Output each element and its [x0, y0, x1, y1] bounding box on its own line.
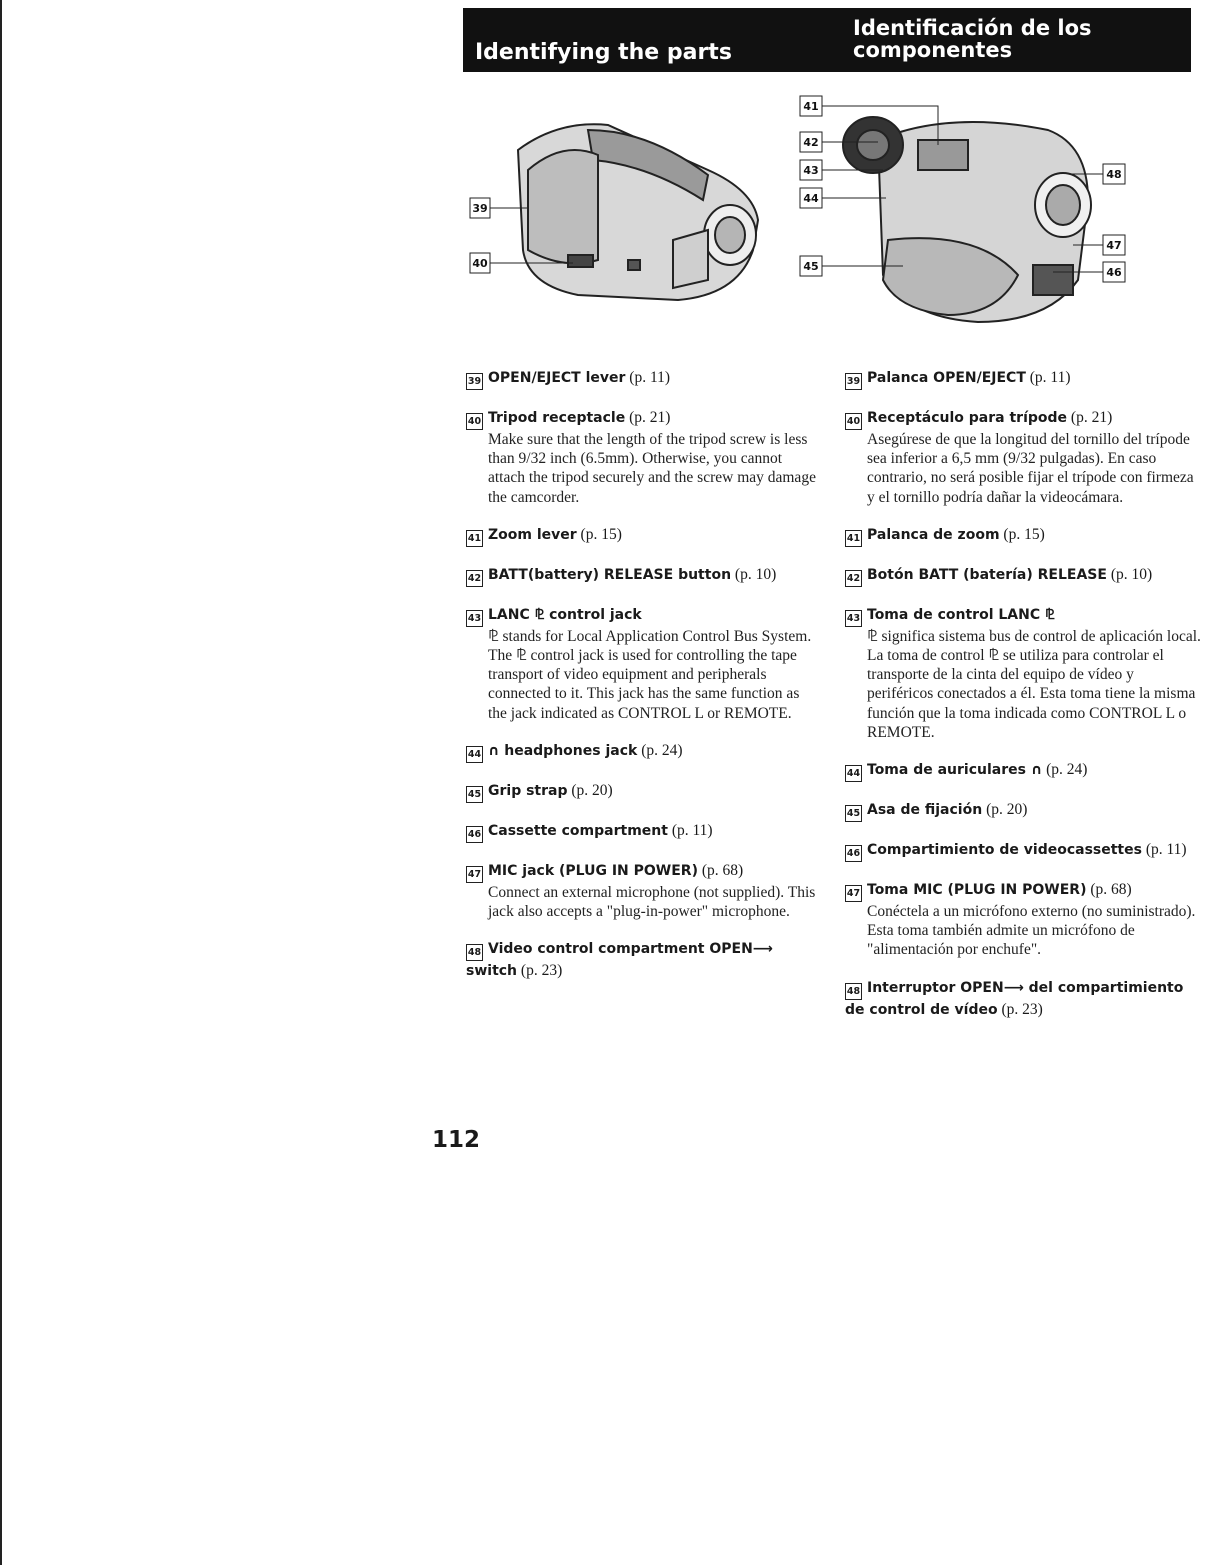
- english-parts-list: [466, 368, 818, 999]
- item-page-ref: (p. 24): [641, 741, 683, 759]
- header-title-es-line1: Identificación de los: [853, 16, 1092, 40]
- item-label: ∩ headphones jack: [488, 742, 638, 759]
- item-page-ref: (p. 11): [1145, 841, 1187, 859]
- list-item: [845, 605, 1201, 742]
- item-label: Interruptor OPEN⟶ del compartimiento de control de vídeo: [845, 979, 1184, 1018]
- callout-39: 39: [472, 202, 488, 215]
- list-item: [845, 978, 1201, 1020]
- item-page-ref: (p. 23): [1001, 1000, 1043, 1018]
- item-label: MIC jack (PLUG IN POWER): [488, 862, 698, 879]
- item-label: Receptáculo para trípode: [867, 410, 1068, 426]
- list-item: [466, 605, 818, 723]
- item-page-ref: (p. 15): [580, 525, 622, 543]
- item-description: Connect an external microphone (not supplied). This jack also accepts a "plug-in-power" microphone.: [488, 883, 816, 921]
- item-page-ref: (p. 11): [1029, 369, 1071, 386]
- item-label: Botón BATT (batería) RELEASE: [867, 566, 1107, 583]
- item-label: Palanca de zoom: [867, 526, 1000, 543]
- item-number: 47: [845, 885, 862, 902]
- item-description: Asegúrese de que la longitud del tornillo del trípode sea inferior a 6,5 mm (9/32 pulgadas). En caso contrario, no será posible fijar el trípode con firmeza y el tornillo podría dañar la videocámara.: [867, 431, 1194, 506]
- section-header: [463, 8, 1191, 72]
- item-number: 41: [845, 530, 862, 547]
- item-number: 45: [466, 786, 483, 803]
- item-page-ref: (p. 20): [986, 801, 1028, 819]
- list-item: [466, 781, 818, 803]
- item-label: Compartimiento de videocassettes: [867, 842, 1142, 859]
- spanish-parts-list: [845, 368, 1201, 1038]
- item-number: 47: [466, 866, 483, 883]
- item-page-ref: (p. 68): [701, 861, 744, 879]
- item-number: 42: [845, 570, 862, 587]
- callout-46: 46: [1106, 266, 1122, 279]
- list-item: [845, 368, 1201, 390]
- item-label: Video control compartment OPEN⟶ switch: [466, 941, 773, 980]
- item-number: 43: [845, 610, 862, 627]
- camcorder-front-figure: [798, 90, 1133, 330]
- callout-47: 47: [1106, 239, 1122, 252]
- list-item: [845, 408, 1201, 507]
- item-label: Toma de auriculares ∩: [867, 762, 1043, 779]
- list-item: [466, 408, 818, 507]
- item-number: 44: [466, 746, 483, 763]
- item-description: ⅊ stands for Local Application Control Bus System. The ⅊ control jack is used for controlling the tape transport of video equipment and peripherals connected to it. This jack has the same function as the jack indicated as CONTROL L or REMOTE.: [488, 627, 812, 722]
- list-item: [466, 565, 818, 587]
- item-description: Make sure that the length of the tripod screw is less than 9/32 inch (6.5mm). Otherwise, you cannot attach the tripod securely and the screw may damage the camcorder.: [488, 431, 816, 506]
- camcorder-side-figure: [468, 110, 768, 325]
- item-label: Grip strap: [488, 782, 568, 799]
- item-description: ⅊ significa sistema bus de control de aplicación local. La toma de control ⅊ se utiliza para controlar el transporte de la cinta del equipo de vídeo y periféricos conectados a él. Esta toma tiene la misma función que la toma indicada como CONTROL L o REMOTE.: [867, 627, 1201, 741]
- item-number: 48: [845, 983, 862, 1000]
- list-item: [466, 525, 818, 547]
- page-edge-line: [0, 0, 2, 1565]
- item-label: Toma de control LANC ⅊: [867, 606, 1055, 623]
- item-number: 46: [845, 845, 862, 862]
- callout-41: 41: [803, 100, 819, 113]
- item-page-ref: (p. 24): [1046, 761, 1088, 779]
- item-number: 40: [466, 413, 483, 430]
- item-label: Cassette compartment: [488, 822, 668, 839]
- callout-44: 44: [803, 192, 819, 205]
- callout-48: 48: [1106, 168, 1122, 181]
- item-number: 39: [845, 373, 862, 390]
- item-page-ref: (p. 23): [520, 962, 563, 980]
- list-item: [466, 861, 818, 921]
- item-page-ref: (p. 21): [1070, 409, 1113, 426]
- list-item: [845, 565, 1201, 587]
- callout-42: 42: [803, 136, 819, 149]
- item-number: 43: [466, 610, 483, 627]
- list-item: [466, 741, 818, 763]
- item-page-ref: (p. 20): [571, 781, 613, 799]
- page-number: 112: [432, 1127, 481, 1153]
- camcorder-side-illustration: [468, 110, 768, 325]
- item-label: BATT(battery) RELEASE button: [488, 566, 732, 583]
- item-label: Zoom lever: [488, 526, 577, 543]
- item-label: LANC ⅊ control jack: [488, 606, 642, 623]
- item-page-ref: (p. 11): [671, 821, 713, 839]
- item-page-ref: (p. 68): [1090, 881, 1132, 899]
- item-number: 44: [845, 765, 862, 782]
- item-page-ref: (p. 11): [629, 369, 671, 386]
- header-title-es-line2: componentes: [853, 38, 1013, 62]
- item-number: 48: [466, 944, 483, 961]
- item-number: 45: [845, 805, 862, 822]
- callout-43: 43: [803, 164, 819, 177]
- item-number: 40: [845, 413, 862, 430]
- header-title-en: Identifying the parts: [475, 40, 732, 65]
- list-item: [845, 880, 1201, 960]
- list-item: [845, 800, 1201, 822]
- item-page-ref: (p. 10): [1110, 565, 1153, 583]
- item-number: 42: [466, 570, 483, 587]
- list-item: [466, 821, 818, 843]
- item-page-ref: (p. 15): [1003, 525, 1045, 543]
- item-label: Palanca OPEN/EJECT: [867, 370, 1026, 386]
- item-page-ref: (p. 21): [629, 409, 671, 426]
- item-number: 46: [466, 826, 483, 843]
- camcorder-front-illustration: [798, 90, 1133, 330]
- list-item: [466, 939, 818, 981]
- item-number: 41: [466, 530, 483, 547]
- list-item: [845, 840, 1201, 862]
- header-title-es: [853, 17, 1092, 61]
- list-item: [845, 760, 1201, 782]
- item-label: Asa de fijación: [867, 802, 983, 819]
- item-description: Conéctela a un micrófono externo (no suministrado). Esta toma también admite un micrófono de "alimentación por enchufe".: [867, 903, 1196, 959]
- item-page-ref: (p. 10): [734, 565, 777, 583]
- callout-45: 45: [803, 260, 819, 273]
- item-label: Tripod receptacle: [488, 410, 626, 426]
- item-number: 39: [466, 373, 483, 390]
- item-label: OPEN/EJECT lever: [488, 370, 626, 386]
- list-item: [845, 525, 1201, 547]
- callout-40: 40: [472, 257, 488, 270]
- item-label: Toma MIC (PLUG IN POWER): [867, 882, 1087, 899]
- list-item: [466, 368, 818, 390]
